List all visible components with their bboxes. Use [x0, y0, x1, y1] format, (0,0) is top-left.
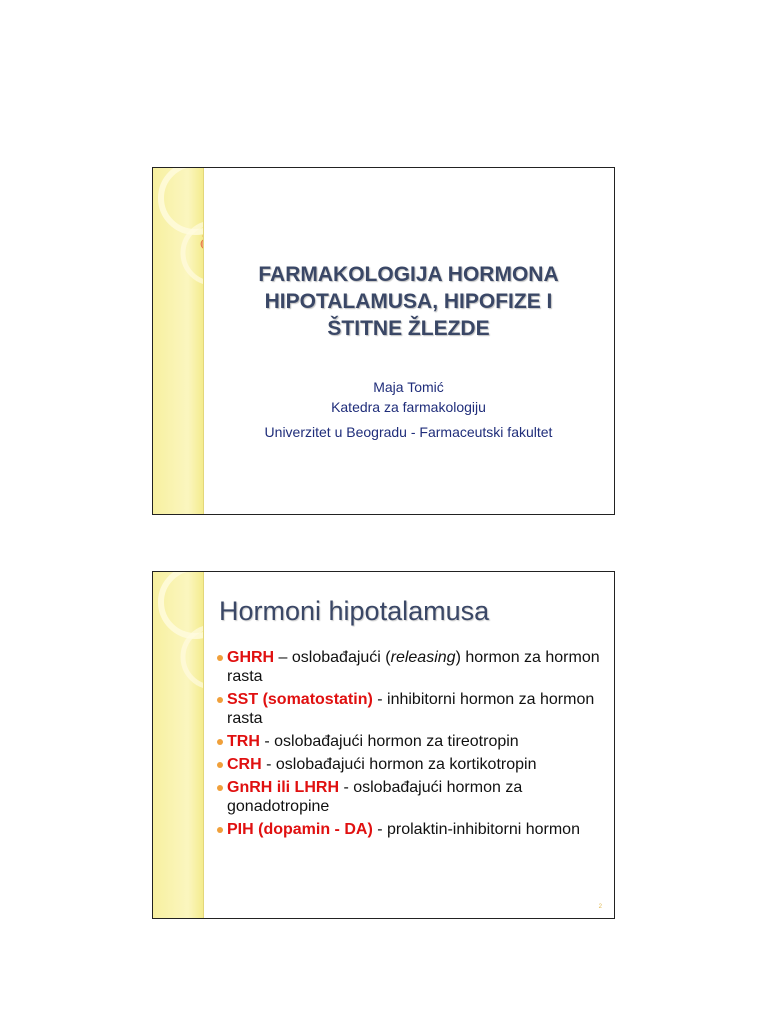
hormone-description: - inhibitorni hormon za hormon rasta	[227, 691, 595, 727]
ring-decoration-icon	[153, 168, 203, 515]
bullet-icon	[217, 697, 223, 703]
list-item	[217, 778, 608, 816]
decorative-strip	[153, 572, 204, 918]
hormone-description: ) hormon za hormon rasta	[227, 649, 600, 685]
title-line: ŠTITNE ŽLEZDE	[327, 317, 490, 340]
university-name: Univerzitet u Beogradu - Farmaceutski fakultet	[264, 424, 553, 440]
author-name: Maja Tomić	[373, 379, 444, 395]
bullet-list	[217, 648, 608, 843]
list-item	[217, 732, 608, 751]
hormone-term: TRH	[227, 733, 260, 750]
title-line: FARMAKOLOGIJA HORMONA	[258, 263, 559, 286]
bullet-icon	[217, 739, 223, 745]
list-item	[217, 755, 608, 774]
content-slide	[152, 571, 615, 919]
hormone-description: - prolaktin-inhibitorni hormon	[372, 821, 580, 838]
title-slide	[152, 167, 615, 515]
hormone-description: - oslobađajući hormon za gonadotropine	[227, 779, 523, 815]
list-item	[217, 648, 608, 686]
hormone-term: SST (somatostatin)	[227, 691, 373, 708]
list-item	[217, 690, 608, 728]
hormone-term: GHRH	[227, 649, 275, 666]
bullet-icon	[217, 827, 223, 833]
italic-term: releasing	[390, 649, 456, 666]
slide-title	[203, 261, 614, 342]
hormone-term: GnRH ili LHRH	[227, 779, 339, 796]
bullet-icon	[217, 655, 223, 661]
hormone-term: CRH	[227, 756, 262, 773]
list-item	[217, 820, 608, 839]
title-line: HIPOTALAMUSA, HIPOFIZE I	[264, 290, 553, 313]
hormone-description: - oslobađajući hormon za tireotropin	[259, 733, 519, 750]
decorative-strip	[153, 168, 204, 514]
hormone-description: – oslobađajući (	[274, 649, 391, 666]
bullet-icon	[217, 762, 223, 768]
slide-title: Hormoni hipotalamusa	[219, 596, 490, 626]
hormone-term: PIH (dopamin - DA)	[227, 821, 373, 838]
department-name: Katedra za farmakologiju	[331, 399, 486, 415]
page-number: 2	[598, 904, 602, 910]
bullet-icon	[217, 785, 223, 791]
hormone-description: - oslobađajući hormon za kortikotropin	[261, 756, 537, 773]
ring-decoration-icon	[153, 572, 203, 919]
